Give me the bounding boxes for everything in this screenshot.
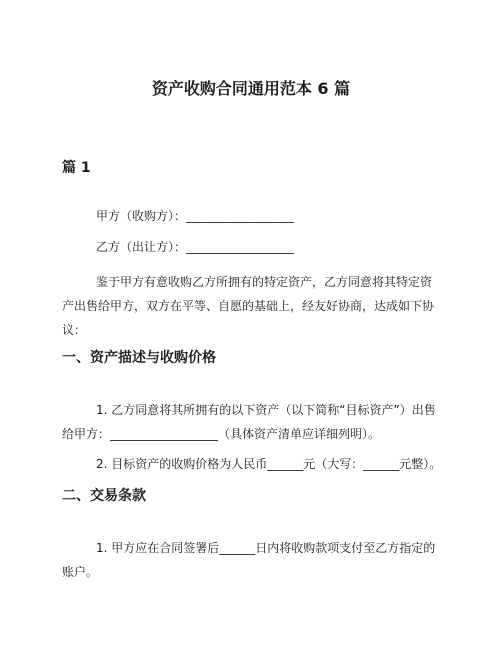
section-1-clause-2: 2. 目标资产的收购价格为人民币______元（大写：______元整）。 — [96, 457, 442, 471]
document-title: 资产收购合同通用范本 6 篇 — [151, 79, 351, 98]
part-heading: 篇 1 — [62, 160, 91, 176]
section-1-heading: 一、资产描述与收购价格 — [62, 350, 216, 366]
section-1-clause-1: 1. 乙方同意将其所拥有的以下资产（以下简称“目标资产”）出售给甲方：__________________（具体资产清单应详细列明）。 — [62, 403, 436, 441]
section-2-heading: 二、交易条款 — [62, 488, 146, 504]
party-b-line: 乙方（出让方）：__________________ — [96, 240, 295, 254]
party-a-line: 甲方（收购方）：__________________ — [96, 209, 295, 223]
preamble-paragraph: 鉴于甲方有意收购乙方所拥有的特定资产，乙方同意将其特定资产出售给甲方，双方在平等、自愿的基础上，经友好协商，达成如下协议： — [62, 275, 435, 337]
section-2-clause-1: 1. 甲方应在合同签署后______日内将收购款项支付至乙方指定的账户。 — [62, 541, 436, 579]
